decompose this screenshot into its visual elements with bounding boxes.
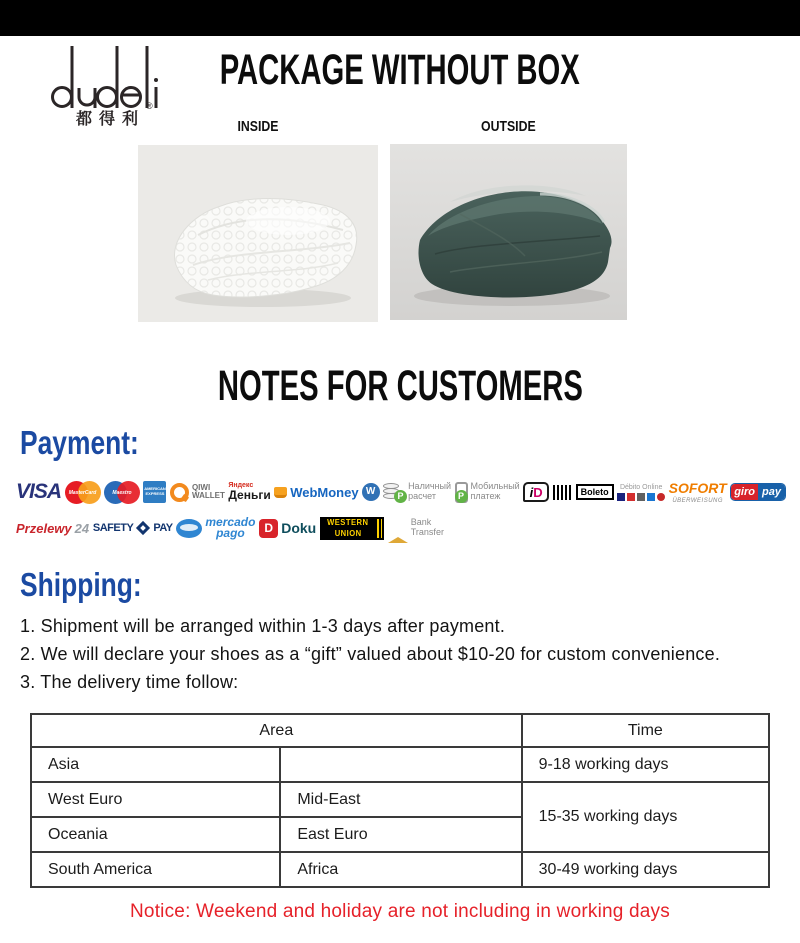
payment-bank-transfer [388,518,444,538]
notes-title: NOTES FOR CUSTOMERS [217,362,583,410]
cell-asia-time: 9-18 working days [522,747,769,782]
przelewy-24: 24 [74,520,90,536]
yandex-label: Яндекс [228,482,254,490]
payment-sofort [669,481,727,504]
payment-maestro [104,481,140,504]
shipping-note-1: 1. Shipment will be arranged within 1-3 days after payment. [20,616,506,636]
payment-visa [16,480,61,504]
payment-przelewy24 [16,521,89,536]
inside-package-photo [138,145,378,322]
webmoney-label: WebMoney [290,484,359,500]
cash-label-1: Наличный [408,481,452,492]
outside-package-photo [390,144,627,320]
table-row [31,747,769,782]
mastercard-circles-icon: MasterCard [65,481,101,504]
time-header: Time [522,714,769,747]
sofort-sublabel: ÜBERWEISUNG [672,497,724,504]
cell-empty [280,747,521,782]
payment-heading: Payment: [20,424,139,461]
area-header: Area [31,714,522,747]
western-label: WESTERN [327,517,369,527]
cash-coins-icon: P [383,483,405,501]
payment-ideal [523,482,549,502]
payment-debito-online [617,484,665,501]
qiwi-ring-icon [170,483,189,502]
delivery-time-table [30,713,770,888]
mobile-phone-icon: P [455,482,468,503]
shipping-note-3: 3. The delivery time follow: [20,672,239,692]
shipping-notes-list [20,612,720,696]
safetypay-diamond-icon [136,521,150,535]
registered-trademark: ® [146,101,153,111]
amex-box-icon: AMERICAN EXPRESS [143,481,166,503]
qiwi-label-1: QIWI [191,482,211,492]
cell-south-time: 30-49 working days [522,852,769,887]
cell-mid-time: 15-35 working days [522,782,769,852]
payment-boleto [553,484,614,500]
cell-asia: Asia [31,747,280,782]
payment-mobile [455,482,520,503]
visa-logo: VISA [16,480,62,503]
debito-bank-icons [617,493,665,501]
inside-label-wrap [138,118,378,135]
boleto-barcode-icon [553,485,573,500]
shipping-note-2: 2. We will declare your shoes as a “gift” valued about $10-20 for custom convenience. [20,644,721,664]
brand-name-chinese: 都得利 [76,111,146,128]
table-row [31,782,769,817]
doku-box-icon: D [259,519,278,538]
cell-west-euro: West Euro [31,782,280,817]
payment-giropay [730,483,786,501]
table-header-row [31,714,769,747]
outside-label-wrap [390,118,627,135]
outside-label: OUTSIDE [481,118,536,135]
payment-cash [383,482,451,502]
cell-africa: Africa [280,852,521,887]
payment-mercado-pago [176,514,256,540]
cell-mid-east: Mid-East [280,782,521,817]
debito-label: Débito Online [619,483,663,491]
przelewy-label: Przelewy [16,520,72,536]
bank-building-icon [388,520,408,537]
payment-methods-row-1 [16,474,786,510]
payment-webmoney [290,483,379,501]
shipping-heading-wrap [20,566,172,604]
notes-title-wrap [0,362,800,411]
webmoney-globe-icon: W [362,483,380,501]
inside-label: INSIDE [237,118,279,135]
package-title-wrap [0,46,800,95]
cash-label-2: расчет [408,491,436,501]
giropay-logo-icon: giro pay [730,483,786,501]
payment-western-union [320,517,384,540]
table-row [31,852,769,887]
payment-safetypay [93,522,173,534]
cell-south-america: South America [31,852,280,887]
pago-label: pago [216,526,245,540]
payment-yandex-money [228,482,286,502]
payment-mastercard [65,481,101,504]
cell-oceania: Oceania [31,817,280,852]
yandex-purse-icon [274,487,287,498]
payment-amex [143,481,166,503]
payment-doku [259,519,316,538]
working-days-notice: Notice: Weekend and holiday are not including in working days [130,901,670,922]
package-title: PACKAGE WITHOUT BOX [219,46,581,94]
safetypay-label-2: PAY [153,522,173,534]
qiwi-label-2: WALLET [191,491,225,500]
shipping-heading: Shipping: [20,566,142,603]
payment-qiwi [170,483,225,502]
sofort-label: SOFORT [668,479,727,496]
mobile-label-1: Мобильный [470,481,520,492]
safetypay-label-1: SAFETY [92,522,134,534]
ideal-logo-icon: iD [523,482,549,502]
bank-label-1: Bank [410,517,432,528]
union-label: UNION [334,528,362,538]
bank-label-2: Transfer [410,527,444,537]
mobile-label-2: платеж [470,491,501,501]
yandex-money-label: Деньги [228,488,271,503]
mercado-label: mercado [205,514,256,529]
payment-methods-row-2 [16,512,444,544]
cell-east-euro: East Euro [280,817,521,852]
mercado-pago-handshake-icon [176,519,202,538]
doku-label: Doku [281,520,317,536]
payment-heading-wrap [20,424,169,462]
top-black-bar [0,0,800,36]
boleto-label: Boleto [576,484,614,500]
maestro-circles-icon: Maestro [104,481,140,504]
